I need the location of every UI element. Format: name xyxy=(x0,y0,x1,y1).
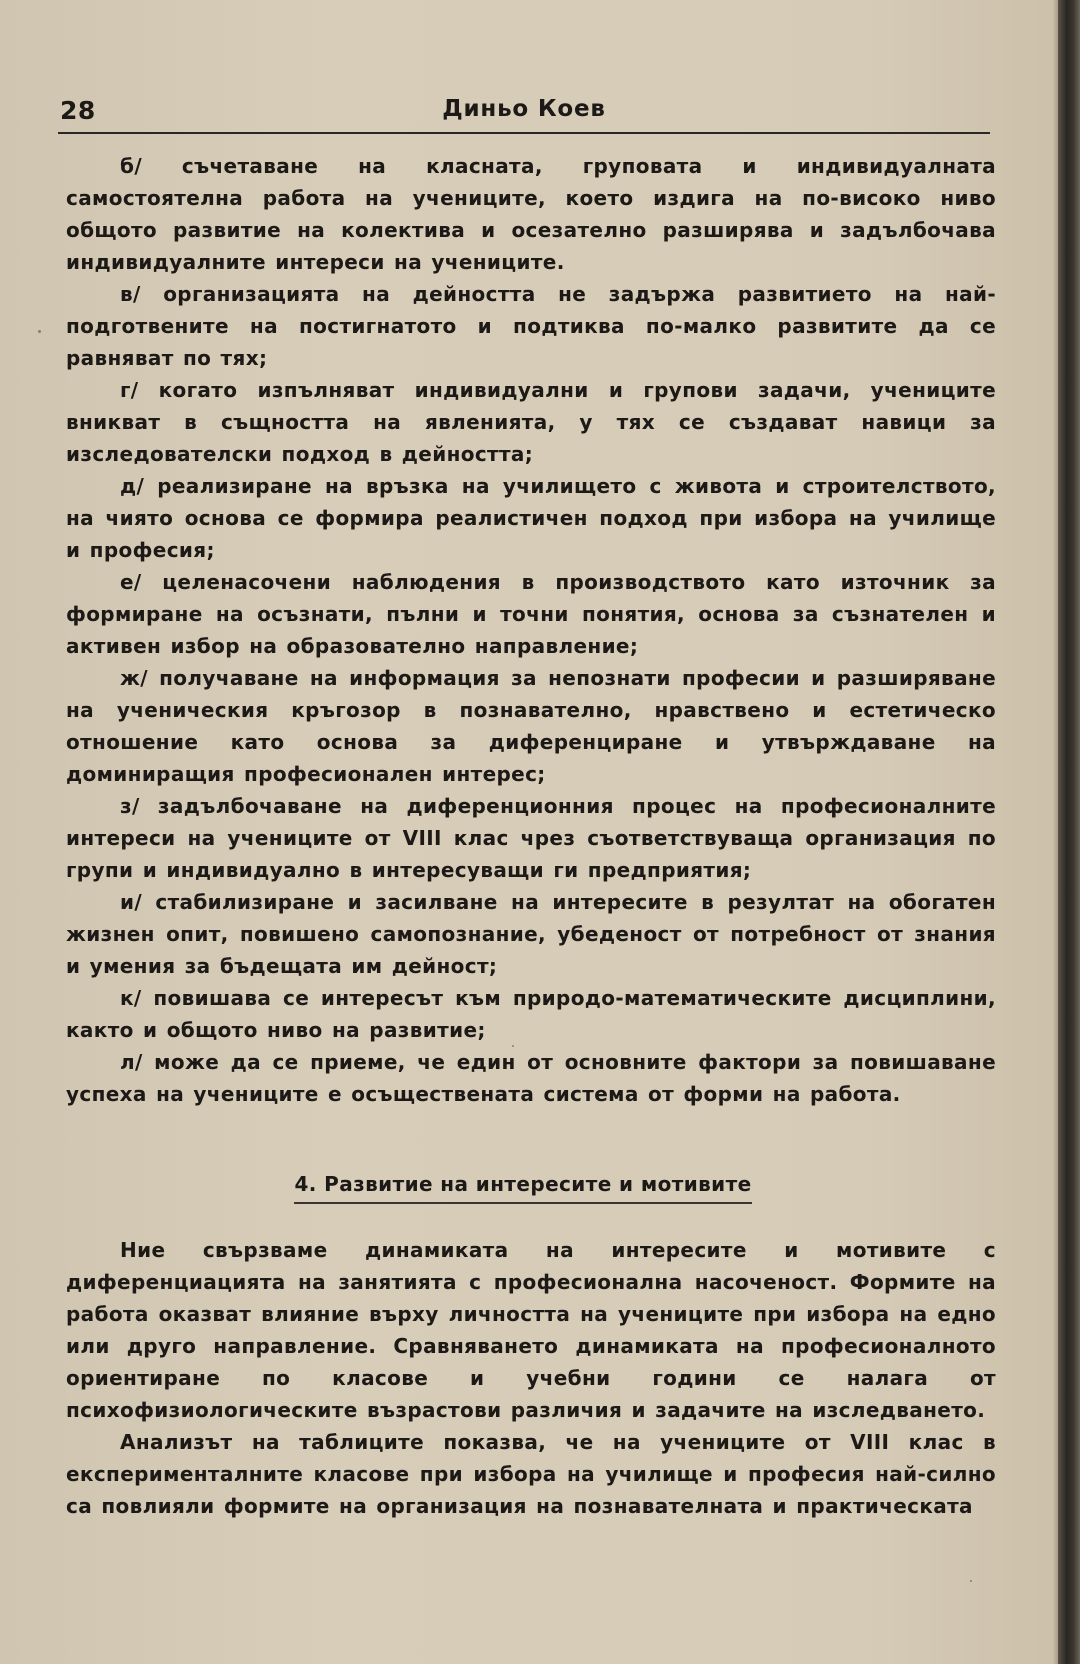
page-number: 28 xyxy=(60,96,96,125)
list-item-e: е/ целенасочени наблюдения в производството като източник за формиране на осъзнати, пълни и точни понятия, основа за съзнателен и активен избор на образователно направление; xyxy=(66,570,996,658)
list-item-zh: ж/ получаване на информация за непознати професии и разширяване на ученическия кръгозор в познавателно, нравствено и естетическо отношение като основа за диференциране и утвърждаване на доминиращия професионален интерес; xyxy=(66,666,996,786)
page-header xyxy=(58,92,990,134)
running-head-author: Диньо Коев xyxy=(442,96,606,122)
list-item-v: в/ организацията на дейността не задържа развитието на най-подготвените на постигнатото и подтиква по-малко развитите да се равняват по тях; xyxy=(66,282,996,370)
list-item-k: к/ повишава се интересът към природо-математическите дисциплини, както и общото ниво на развитие; xyxy=(66,986,996,1042)
paper-speck xyxy=(970,1580,972,1582)
list-item-z: з/ задълбочаване на диференционния процес на професионалните интереси на учениците от VIII клас чрез съответствуваща организация по групи и индивидуално в интересуващи ги предприятия; xyxy=(66,794,996,882)
book-spine-edge xyxy=(1058,0,1080,1664)
section-paragraph-2: Анализът на таблиците показва, че на учениците от VIII клас в експерименталните класове при избора на училище и професия най-силно са повлияли формите на организация на познавателната и практическата xyxy=(66,1430,996,1518)
list-item-i: и/ стабилизиране и засилване на интересите в резултат на обогатен жизнен опит, повишено самопознание, убеденост от потребност от знания и умения за бъдещата им дейност; xyxy=(66,890,996,978)
paper-speck xyxy=(512,1045,514,1047)
section-paragraph-1: Ние свързваме динамиката на интересите и мотивите с диференциацията на занятията с професионална насоченост. Формите на работа оказват влияние върху личността на учениците при избора на едно или друго направление. Сравняването динамиката на професионалното ориентиране по класове и учебни години се налага от психофизиологическите възрастови различия и задачите на изследването. xyxy=(66,1238,996,1422)
list-section xyxy=(66,150,996,1110)
section-heading xyxy=(270,1172,776,1204)
list-item-d: д/ реализиране на връзка на училището с живота и строителството, на чиято основа се формира реалистичен подход при избора на училище и професия; xyxy=(66,474,996,562)
section-body xyxy=(66,1234,996,1522)
list-item-b: б/ съчетаване на класната, груповата и индивидуалната самостоятелна работа на учениците, което издига на по-високо ниво общото развитие на колектива и осезателно разширява и задълбочава индивидуалните интереси на учениците. xyxy=(66,154,996,274)
paper-speck xyxy=(38,330,41,333)
list-item-l: л/ може да се приеме, че един от основните фактори за повишаване успеха на учениците е осъществената система от форми на работа. xyxy=(66,1050,996,1106)
section-heading-text: 4. Развитие на интересите и мотивите xyxy=(294,1172,751,1204)
list-item-g: г/ когато изпълняват индивидуални и групови задачи, учениците вникват в същността на явленията, у тях се създават навици за изследователски подход в дейността; xyxy=(66,378,996,466)
